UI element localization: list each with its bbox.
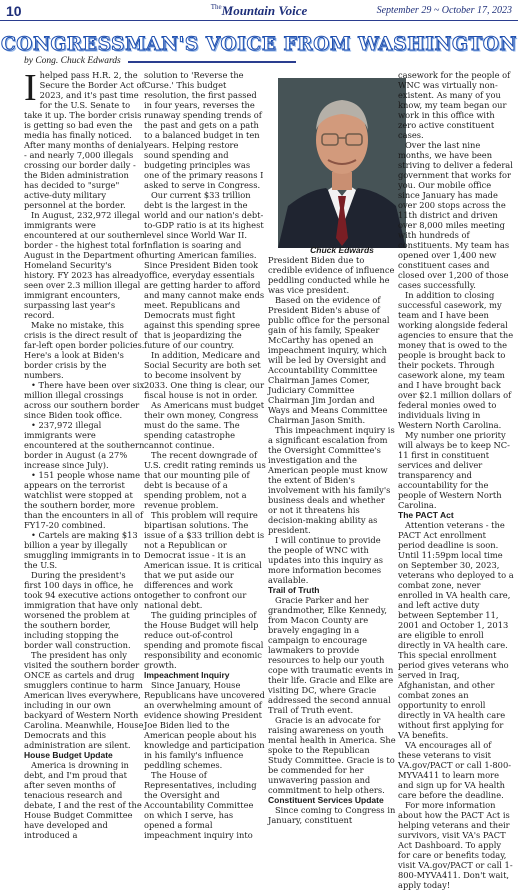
paragraph: Ihelped pass H.R. 2, the Secure the Border Act of 2023, and it's past time for the U.S. Senate to take it up. The border crisis is getting so bad even the media has finally noticed. After many months of denial - and nearly 7,000 illegals crossing our border daily - the Biden administration has decided to "surge" active-duty military personnel at the border. [24,67,145,210]
byline-rule [128,61,296,63]
subheading: The PACT Act [398,510,454,520]
issue-date: September 29 ~ October 17, 2023 [376,5,512,16]
paragraph: VA encourages all of these veterans to visit VA.gov/PACT or call 1-800-MYVA411 to learn more and sign up for VA health care before the deadline. [398,740,512,800]
drop-cap: I [24,67,37,109]
article-column-2 [144,70,266,840]
page-number: 10 [6,3,22,19]
paragraph: Attention veterans - the PACT Act enrollment period deadline is soon. Until 11:59pm local time on September 30, 2023, veterans who deployed to a combat zone, never enrolled in VA health care, and left active duty between September 11, 2001 and October 1, 2013 are eligible to enroll directly in VA health care. This special enrollment period gives veterans who served in Iraq, Afghanistan, and other combat zones an opportunity to enroll directly in VA health care without first applying for VA benefits. [398,520,514,740]
paragraph: As Americans must budget their own money, Congress must do the same. The spending catastrophe cannot continue. [144,400,265,450]
paragraph: America is drowning in debt, and I'm proud that after seven months of tenacious research and debate, I and the rest of the House Budget Committee have developed and introduced a [24,760,142,840]
paragraph: Since January, House Republicans have uncovered an overwhelming amount of evidence showing President Joe Biden lied to the American people about his knowledge and participation in his family's influence peddling schemes. [144,680,265,770]
article-column-1 [24,67,146,840]
paragraph: Since coming to Congress in January, constituent [268,805,396,825]
bullet-item: • 151 people whose name appears on the terrorist watchlist were stopped at the southern border, more than the encounters in all of FY17-20 combined. [24,470,144,530]
paragraph: Gracie is an advocate for raising awareness on youth mental health in America. She spoke to the Republican Study Committee. Gracie is to be commended for her unwavering passion and commitment to help others. [268,715,396,795]
paragraph: The House of Representatives, including the Oversight and Accountability Committee on which I serve, has opened a formal impeachment inquiry into [144,770,257,840]
paragraph: Our current $33 trillion debt is the largest in the world and our nation's debt-to-GDP ratio is at its highest level since World War II. Inflation is soaring and hurting American families. Since President Biden took office, everyday essentials are getting harder to afford and many cannot make ends meet. Republicans and Democrats must fight against this spending spree that is jeopardizing the future of our country. [144,190,265,350]
paragraph: Over the last nine months, we have been striving to deliver a federal government that works for you. Our mobile office since January has made over 200 stops across the 11th district and driven over 8,000 miles meeting with hundreds of constituents. My team has opened over 1,400 new constituent cases and closed over 1,200 of those cases successfully. [398,140,513,290]
paragraph: This impeachment inquiry is a significant escalation from the Oversight Committee's investigation and the American people must know the extent of Biden's involvement with his family's business deals and whether or not it threatens his decision-making ability as president. [268,425,395,535]
paragraph: In addition to closing successful casework, my team and I have been working alongside federal agencies to ensure that the money that is owed to the people is brought back to their pockets. Through casework alone, my team and I have brought back over $2.1 million dollars of federal monies owed to individuals living in Western North Carolina. [398,290,514,430]
author-photo [278,78,406,248]
paragraph: For more information about how the PACT Act is helping veterans and their survivors, visit VA's PACT Act Dashboard. To apply for care or benefits today, visit VA.gov/PACT or call 1-800-MYVA411. Don't wait, apply today! [398,800,513,890]
paragraph: This problem will require bipartisan solutions. The issue of a $33 trillion debt is not a Republican or Democrat issue - it is an American issue. It is critical that we put aside our differences and work together to confront our national debt. [144,510,265,610]
page-header [0,0,518,21]
subheading: Trail of Truth [268,585,320,595]
paragraph: President Biden due to credible evidence of influence peddling conducted while he was vice president. [268,255,395,295]
byline: by Cong. Chuck Edwards [24,56,121,66]
paragraph: I will continue to provide the people of WNC with updates into this inquiry as more information becomes available. [268,535,384,585]
subheading: Constituent Services Update [268,795,384,805]
paragraph: casework for the people of WNC was virtually non-existent. As many of you know, my team began our work in this office with zero active constituent cases. [398,70,511,140]
bullet-item: • Cartels are making $13 billion a year by illegally smuggling immigrants in to the U.S. [24,530,141,570]
article-column-3 [268,255,396,825]
subheading: House Budget Update [24,750,113,760]
paragraph: Gracie Parker and her grandmother, Elke Kennedy, from Macon County are bravely engaging in a campaign to encourage lawmakers to provide resources to help our youth cope with traumatic events in their life. Gracie and Elke are visiting DC, where Gracie addressed the second annual Trail of Truth event. [268,595,394,715]
portrait-illustration [278,78,406,248]
paragraph: Based on the evidence of President Biden's abuse of public office for the personal gain of his family, Speaker McCarthy has opened an impeachment inquiry, which will be led by Oversight and Accountability Committee Chairman James Comer, Judiciary Committee Chairman Jim Jordan and Ways and Means Committee Chairman Jason Smith. [268,295,390,425]
paragraph: In August, 232,972 illegal immigrants were encountered at our southern border - the highest total for August in the Department of Homeland Security's history. FY 2023 has already seen over 2.3 million illegal immigrant encounters, surpassing last year's record. [24,210,146,320]
paragraph: The president has only visited the southern border ONCE as cartels and drug smugglers continue to harm American lives everywhere, including in our own backyard of Western North Carolina. Meanwhile, House Democrats and this administration are silent. [24,650,144,750]
paragraph: solution to 'Reverse the Curse.' This budget resolution, the first passed in four years, reverses the runaway spending trends of the past and gets on a path to a balanced budget in ten years. Helping restore sound spending and budgeting principles was one of the primary reasons I asked to serve in Congress. [144,70,264,190]
subheading: Impeachment Inquiry [144,670,230,680]
paragraph: My number one priority will always be to keep NC-11 first in constituent services and deliver transparency and accountability for the people of Western North Carolina. [398,430,510,510]
paragraph: The recent downgrade of U.S. credit rating reminds us that our mounting pile of debt is because of a spending problem, not a revenue problem. [144,450,266,510]
article-headline: CONGRESSMAN'S VOICE FROM WASHINGTON [0,34,518,55]
photo-caption: Chuck Edwards [310,245,374,255]
paragraph: The guiding principles of the House Budget will help reduce out-of-control spending and promote fiscal responsibility and economic growth. [144,610,264,670]
bullet-item: • 237,972 illegal immigrants were encountered at the southern border in August (a 27% increase since July). [24,420,145,470]
article-column-4 [398,70,514,890]
masthead-the: The [210,3,222,11]
paragraph: In addition, Medicare and Social Security are both set to become insolvent by 2033. One thing is clear, our fiscal house is not in order. [144,350,265,400]
masthead-name: Mountain Voice [221,3,308,18]
bullet-item: • There have been over six million illegal crossings across our southern border since Biden took office. [24,380,145,420]
paragraph: Make no mistake, this crisis is the direct result of far-left open border policies. Here's a look at Biden's border crisis by the numbers. [24,320,145,380]
paragraph: During the president's first 100 days in office, he took 94 executive actions on immigration that have only worsened the problem at the southern border, including stopping the border wall construction. [24,570,145,650]
